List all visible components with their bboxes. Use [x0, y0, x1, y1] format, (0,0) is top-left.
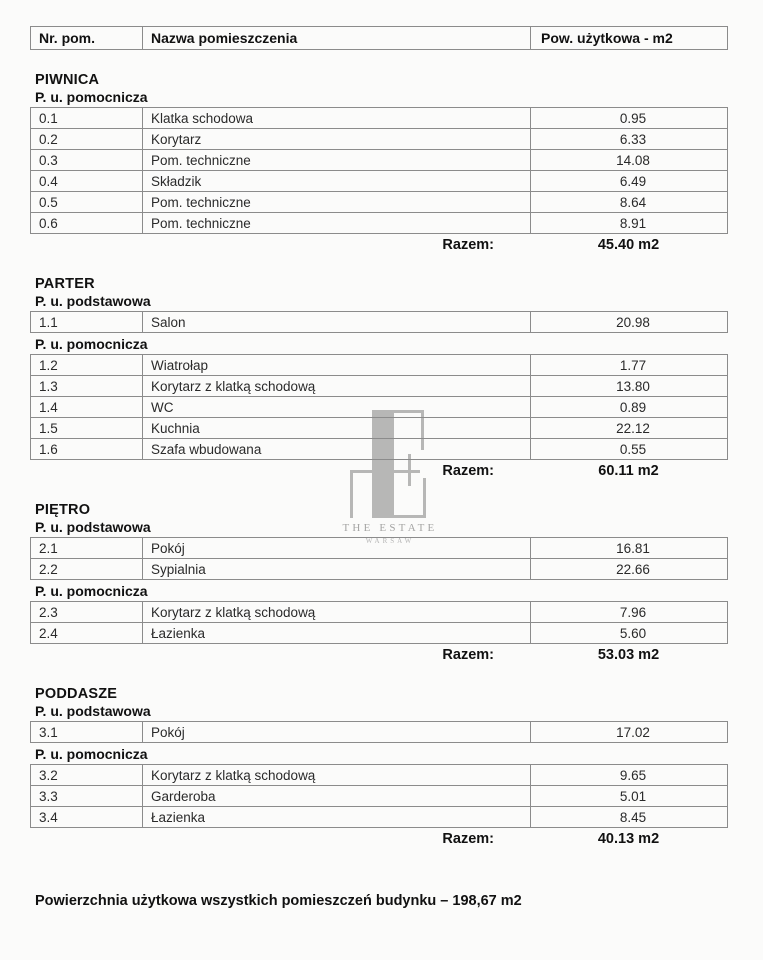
table-row — [31, 108, 728, 129]
room-area: 16.81 — [531, 538, 728, 559]
room-area: 6.49 — [531, 171, 728, 192]
room-name: Składzik — [143, 171, 531, 192]
room-name: Garderoba — [143, 786, 531, 807]
room-name: Łazienka — [143, 807, 531, 828]
usage-group-label: P. u. podstawowa — [35, 293, 151, 309]
floor-section-title: PIWNICA — [35, 72, 100, 88]
room-name: Korytarz z klatką schodową — [143, 602, 531, 623]
room-number: 0.5 — [31, 192, 143, 213]
room-name: Szafa wbudowana — [143, 439, 531, 460]
floor-section — [30, 502, 729, 663]
room-name: Pokój — [143, 722, 531, 743]
column-header-number: Nr. pom. — [31, 27, 143, 50]
room-area: 7.96 — [531, 602, 728, 623]
room-area: 13.80 — [531, 376, 728, 397]
table-row — [31, 397, 728, 418]
room-area: 8.45 — [531, 807, 728, 828]
room-number: 3.3 — [31, 786, 143, 807]
table-row — [31, 192, 728, 213]
section-total-row — [30, 647, 727, 663]
room-number: 3.1 — [31, 722, 143, 743]
table-row — [31, 786, 728, 807]
rooms-table — [30, 354, 728, 460]
table-row — [31, 213, 728, 234]
room-area: 8.64 — [531, 192, 728, 213]
floor-section — [30, 686, 729, 847]
table-row — [31, 376, 728, 397]
room-number: 2.1 — [31, 538, 143, 559]
room-number: 3.4 — [31, 807, 143, 828]
room-name: WC — [143, 397, 531, 418]
floor-section — [30, 276, 729, 479]
table-row — [31, 355, 728, 376]
rooms-table — [30, 311, 728, 333]
usage-group-label: P. u. pomocnicza — [35, 89, 148, 105]
room-name: Pom. techniczne — [143, 192, 531, 213]
section-total-row — [30, 463, 727, 479]
room-name: Pokój — [143, 538, 531, 559]
section-total-value: 45.40 m2 — [597, 237, 660, 253]
room-name: Salon — [143, 312, 531, 333]
floor-section-title: PARTER — [35, 276, 95, 292]
section-total-label: Razem: — [442, 647, 494, 663]
room-number: 1.4 — [31, 397, 143, 418]
rooms-table — [30, 721, 728, 743]
room-number: 0.4 — [31, 171, 143, 192]
room-area: 8.91 — [531, 213, 728, 234]
room-area: 0.95 — [531, 108, 728, 129]
room-number: 2.2 — [31, 559, 143, 580]
table-row — [31, 418, 728, 439]
room-area: 5.01 — [531, 786, 728, 807]
usage-group-label: P. u. pomocnicza — [35, 746, 148, 762]
room-area: 20.98 — [531, 312, 728, 333]
column-header-name: Nazwa pomieszczenia — [143, 27, 531, 50]
table-row — [31, 312, 728, 333]
room-number: 0.1 — [31, 108, 143, 129]
room-name: Kuchnia — [143, 418, 531, 439]
room-area: 5.60 — [531, 623, 728, 644]
table-row — [31, 150, 728, 171]
floor-section-title: PODDASZE — [35, 686, 118, 702]
room-name: Wiatrołap — [143, 355, 531, 376]
watermark-name: THE ESTATE — [342, 522, 438, 534]
section-total-row — [30, 237, 727, 253]
room-number: 1.6 — [31, 439, 143, 460]
rooms-table — [30, 107, 728, 234]
room-area: 1.77 — [531, 355, 728, 376]
table-row — [31, 559, 728, 580]
room-number: 0.2 — [31, 129, 143, 150]
room-number: 0.6 — [31, 213, 143, 234]
room-number: 0.3 — [31, 150, 143, 171]
section-total-value: 53.03 m2 — [597, 647, 660, 663]
rooms-table — [30, 601, 728, 644]
grand-total-text: Powierzchnia użytkowa wszystkich pomieszczeń budynku – 198,67 m2 — [35, 893, 522, 909]
usage-group-label: P. u. pomocnicza — [35, 583, 148, 599]
room-name: Sypialnia — [143, 559, 531, 580]
section-total-value: 40.13 m2 — [597, 831, 660, 847]
section-total-value: 60.11 m2 — [598, 463, 659, 479]
room-area: 22.12 — [531, 418, 728, 439]
table-row — [31, 129, 728, 150]
room-number: 1.5 — [31, 418, 143, 439]
watermark-subtitle: WARSAW — [365, 537, 415, 545]
rooms-table — [30, 537, 728, 580]
room-area: 0.55 — [531, 439, 728, 460]
room-number: 1.1 — [31, 312, 143, 333]
room-area: 17.02 — [531, 722, 728, 743]
room-name: Korytarz z klatką schodową — [143, 765, 531, 786]
table-row — [31, 765, 728, 786]
table-row — [31, 538, 728, 559]
room-name: Korytarz — [143, 129, 531, 150]
rooms-table — [30, 764, 728, 828]
floor-section-title: PIĘTRO — [35, 502, 91, 518]
table-row — [31, 602, 728, 623]
column-header-area: Pow. użytkowa - m2 — [531, 27, 728, 50]
room-name: Klatka schodowa — [143, 108, 531, 129]
table-row — [31, 439, 728, 460]
room-area: 22.66 — [531, 559, 728, 580]
room-number: 2.4 — [31, 623, 143, 644]
room-number: 2.3 — [31, 602, 143, 623]
room-number: 1.3 — [31, 376, 143, 397]
floor-section — [30, 72, 729, 253]
usage-group-label: P. u. podstawowa — [35, 703, 151, 719]
room-name: Łazienka — [143, 623, 531, 644]
section-total-row — [30, 831, 727, 847]
table-row — [31, 807, 728, 828]
room-name: Korytarz z klatką schodową — [143, 376, 531, 397]
section-total-label: Razem: — [442, 463, 494, 479]
room-name: Pom. techniczne — [143, 213, 531, 234]
usage-group-label: P. u. pomocnicza — [35, 336, 148, 352]
room-area: 6.33 — [531, 129, 728, 150]
table-row — [31, 623, 728, 644]
room-name: Pom. techniczne — [143, 150, 531, 171]
room-area: 9.65 — [531, 765, 728, 786]
section-total-label: Razem: — [442, 237, 494, 253]
section-total-label: Razem: — [442, 831, 494, 847]
room-area: 0.89 — [531, 397, 728, 418]
table-row — [31, 722, 728, 743]
room-number: 1.2 — [31, 355, 143, 376]
room-number: 3.2 — [31, 765, 143, 786]
table-header-row — [31, 27, 728, 50]
table-header — [30, 26, 728, 50]
room-area: 14.08 — [531, 150, 728, 171]
usage-group-label: P. u. podstawowa — [35, 519, 151, 535]
table-row — [31, 171, 728, 192]
